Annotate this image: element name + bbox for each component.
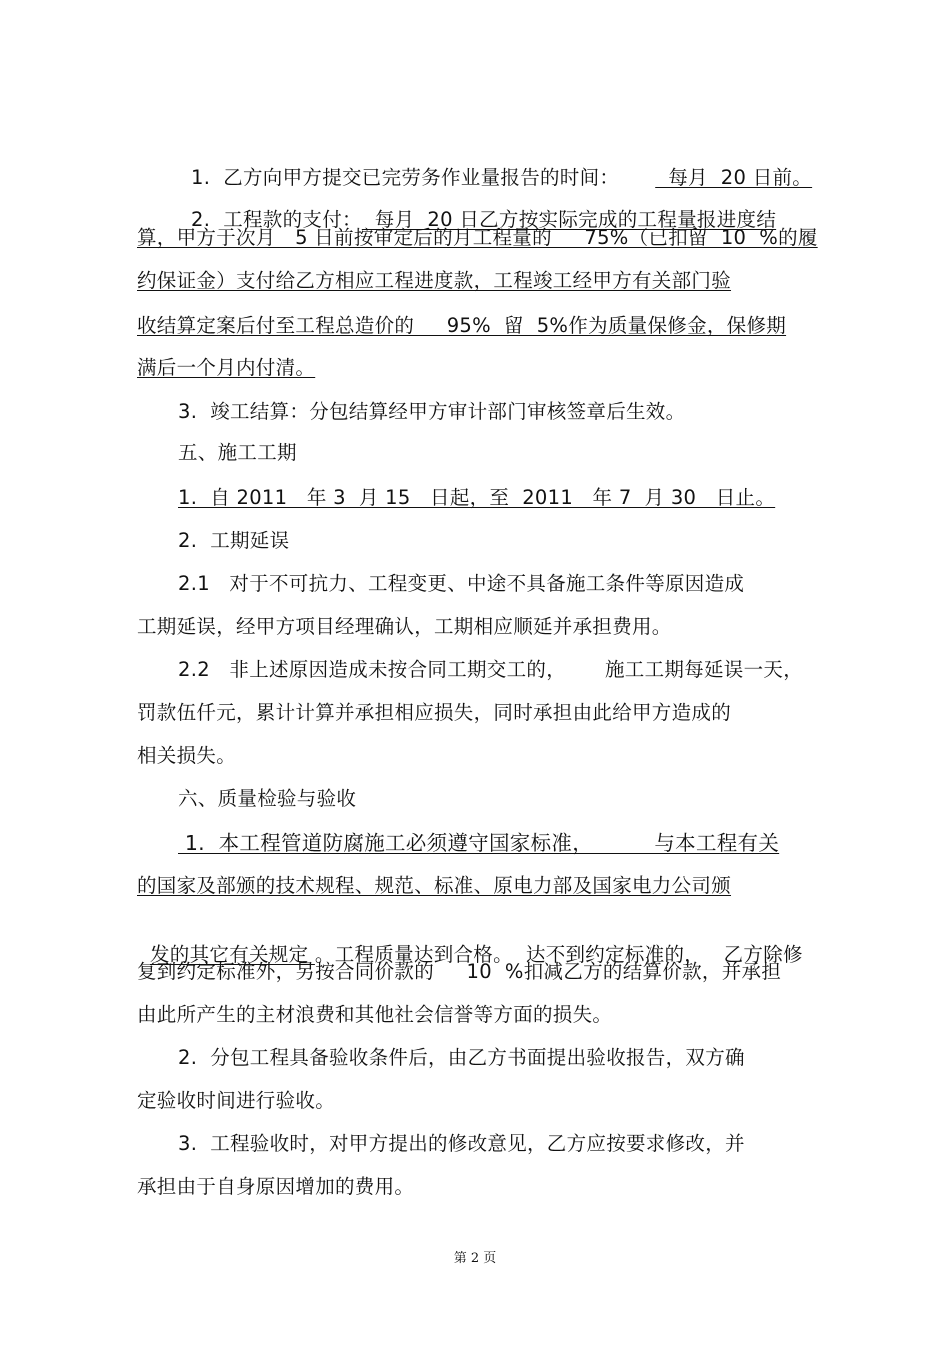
- payment-terms-line: 收结算定案后付至工程总造价的 95% 留 5%作为质量保修金，保修期: [137, 314, 787, 337]
- clause-delay-heading: 2. 工期延误: [178, 529, 290, 552]
- clause-text: 2. 工程款的支付：: [191, 208, 362, 231]
- clause-period-dates: 1. 自 2011 年 3 月 15 日起，至 2011 年 7 月 30 日止。: [178, 486, 776, 509]
- clause-quality-standard: 1. 本工程管道防腐施工必须遵守国家标准， 与本工程有关: [178, 831, 780, 855]
- clause-acceptance-changes-cont: 承担由于自身原因增加的费用。: [137, 1175, 415, 1198]
- clause-final-settlement: 3. 竣工结算：分包结算经甲方审计部门审核签章后生效。: [178, 400, 686, 423]
- clause-acceptance-changes: 3. 工程验收时，对甲方提出的修改意见，乙方应按要求修改，并: [178, 1132, 745, 1155]
- section-heading-quality: 六、质量检验与验收: [178, 787, 357, 810]
- clause-delay-2-2-cont: 罚款伍仟元，累计计算并承担相应损失，同时承担由此给甲方造成的: [137, 701, 732, 724]
- section-heading-construction-period: 五、施工工期: [178, 441, 297, 464]
- payment-terms-line: 约保证金）支付给乙方相应工程进度款，工程竣工经甲方有关部门验: [137, 269, 732, 292]
- clause-delay-2-2: 2.2 非上述原因造成未按合同工期交工的， 施工工期每延误一天，: [178, 658, 803, 681]
- report-deadline-value: 每月 20 日前。: [655, 166, 813, 189]
- clause-text: 。工程质量达到合格。 达不到约定标准的， 乙方除修: [314, 943, 803, 966]
- clause-text: 1. 乙方向甲方提交已完劳务作业量报告的时间：: [191, 166, 620, 189]
- page-number: 第 2 页: [453, 1251, 497, 1266]
- clause-quality-standard-cont: 的国家及部颁的技术规程、规范、标准、原电力部及国家电力公司颁: [137, 874, 732, 897]
- clause-quality-penalty: 复到约定标准外，另按合同价款的 10 %扣减乙方的结算价款，并承担: [137, 960, 782, 983]
- clause-acceptance-request-cont: 定验收时间进行验收。: [137, 1089, 336, 1112]
- payment-terms-value: 每月 20 日乙方按实际完成的工程量报进度结: [361, 208, 777, 231]
- clause-delay-2-1-cont: 工期延误，经甲方项目经理确认，工期相应顺延并承担费用。: [137, 615, 672, 638]
- clause-quality-penalty-cont: 由此所产生的主材浪费和其他社会信誉等方面的损失。: [137, 1003, 613, 1026]
- clause-delay-2-2-cont: 相关损失。: [137, 744, 237, 767]
- payment-terms-line: 满后一个月内付清。: [137, 356, 316, 379]
- regulations-text: 发的其它有关规定: [150, 943, 315, 966]
- clause-acceptance-request: 2. 分包工程具备验收条件后，由乙方书面提出验收报告，双方确: [178, 1046, 745, 1069]
- payment-terms-line: 算，甲方于次月 5 日前按审定后的月工程量的 75%（已扣留 10 %的履: [137, 226, 818, 249]
- clause-delay-2-1: 2.1 对于不可抗力、工程变更、中途不具备施工条件等原因造成: [178, 572, 745, 595]
